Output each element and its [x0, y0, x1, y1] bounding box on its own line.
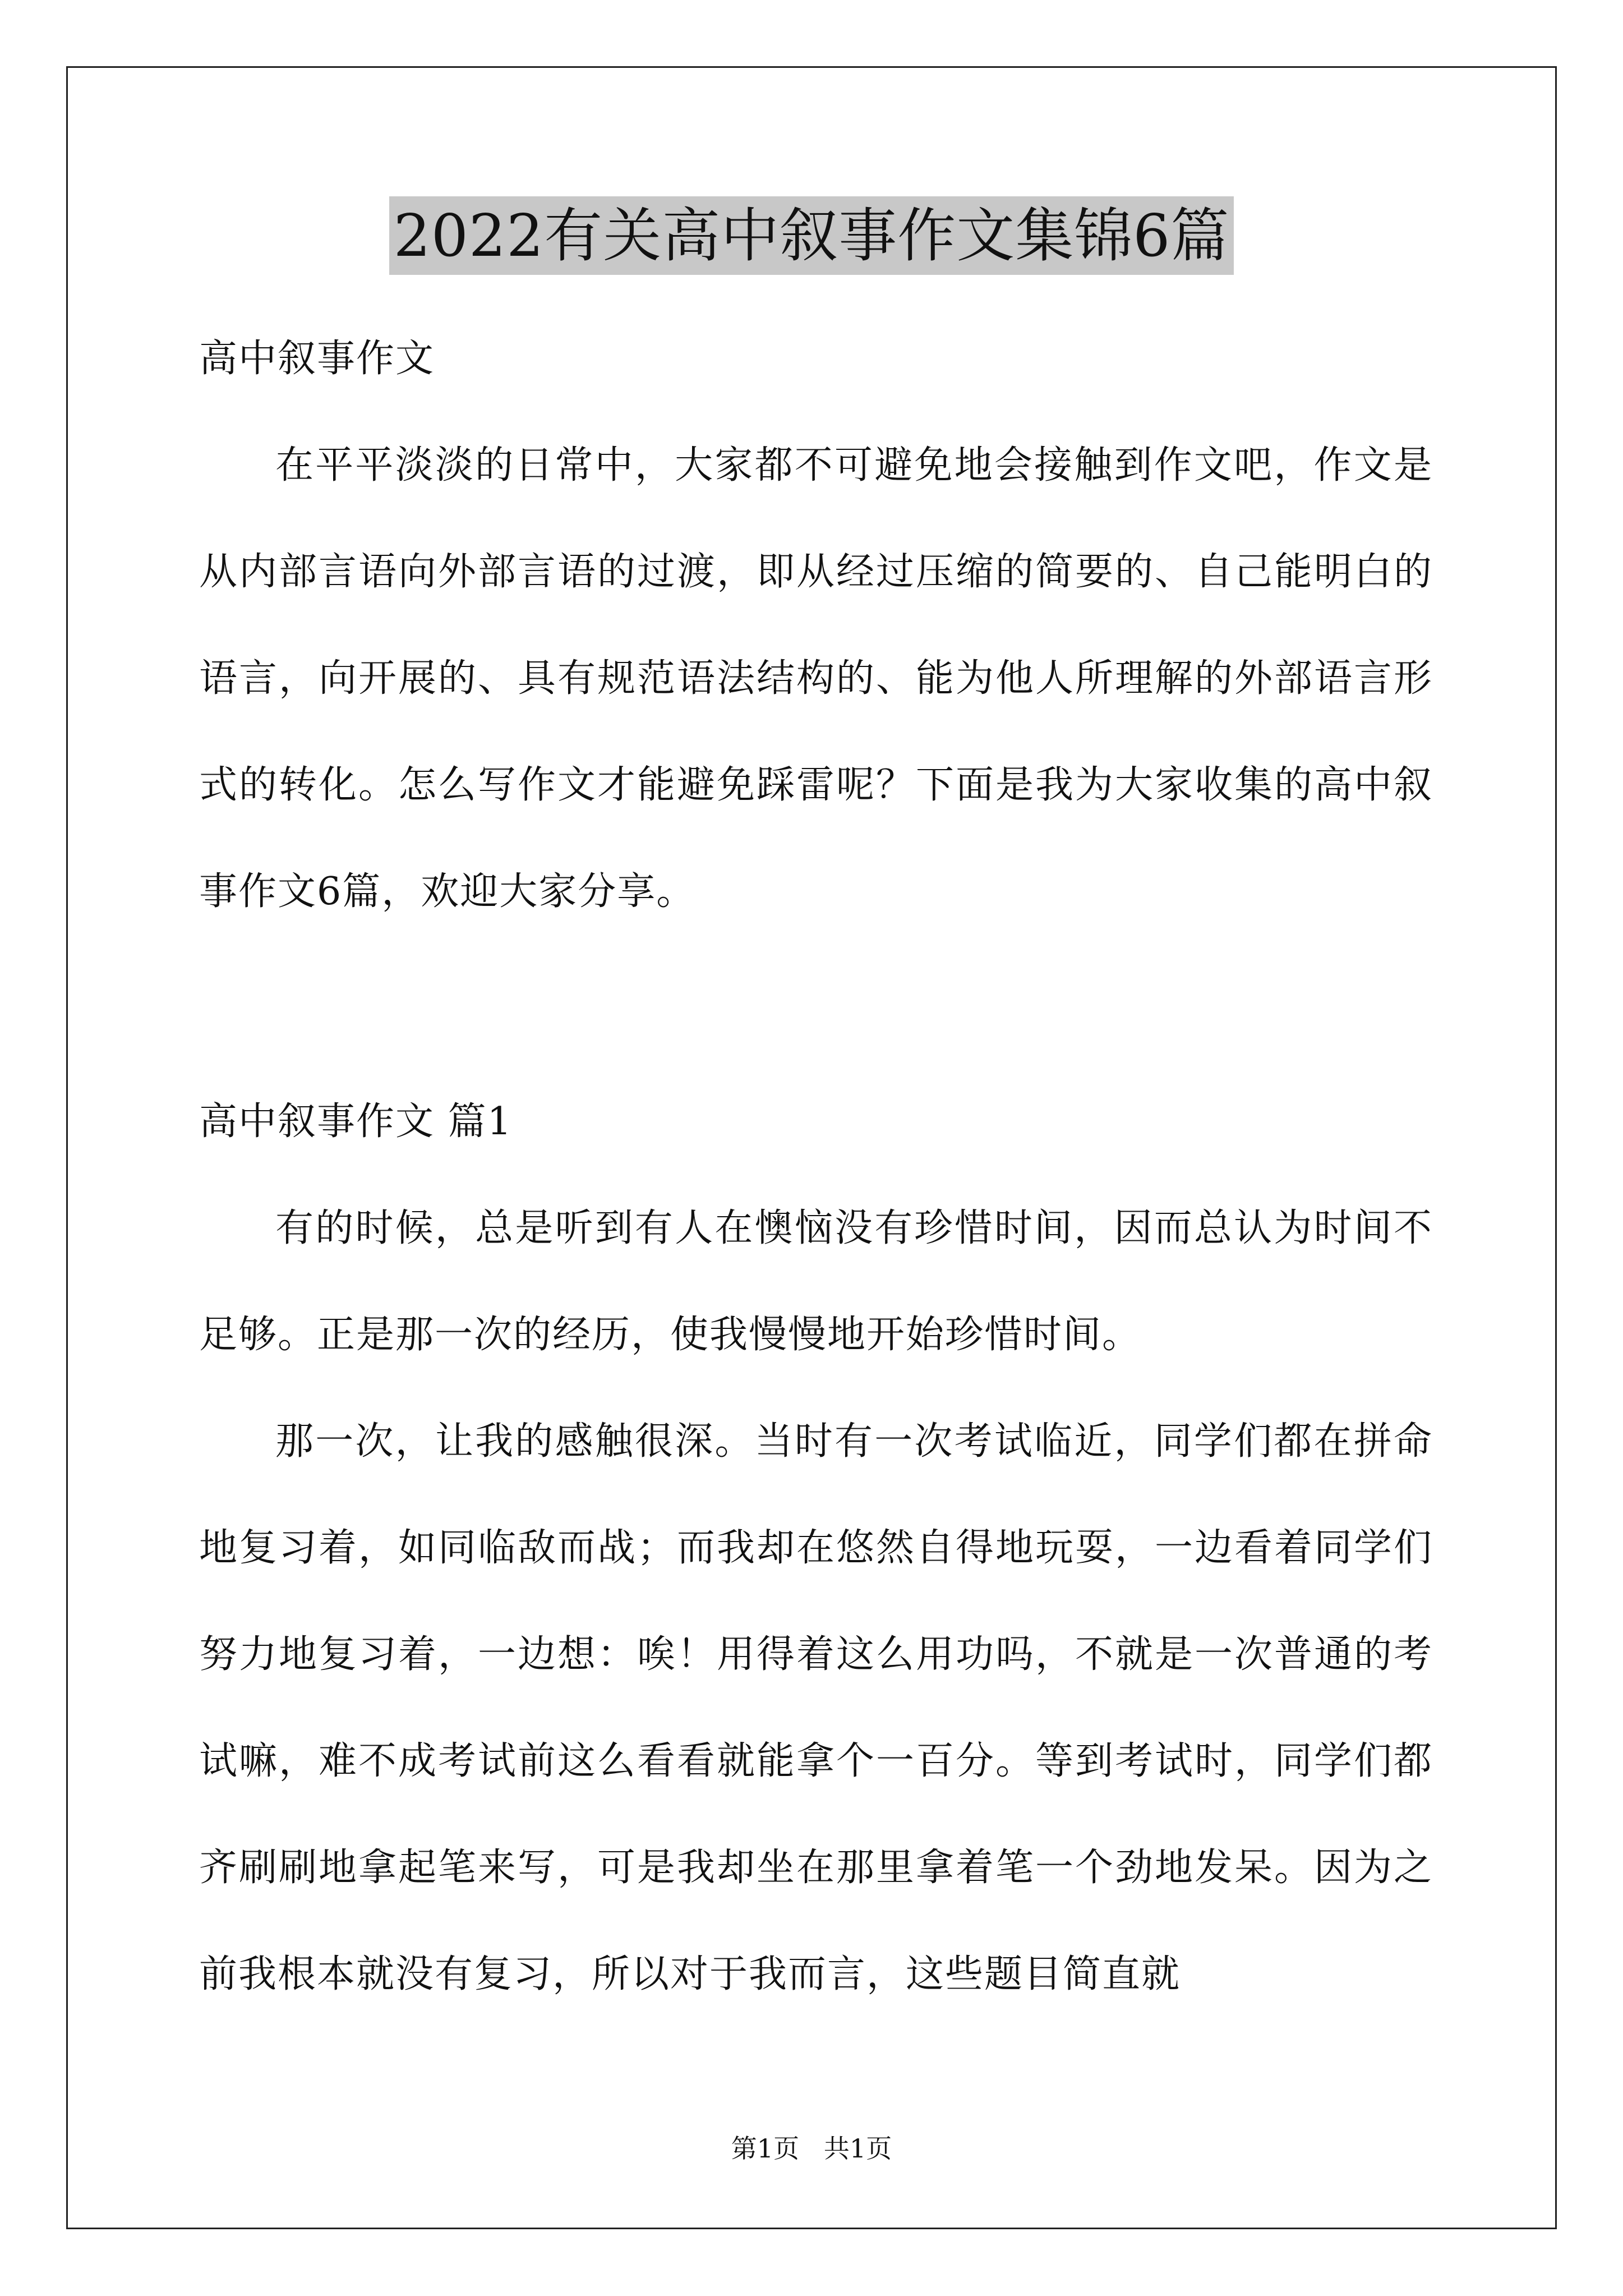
- intro-heading: 高中叙事作文: [199, 337, 435, 381]
- section-spacer: [199, 945, 1433, 1069]
- document-body: [199, 306, 1433, 2028]
- intro-paragraph: 在平平淡淡的日常中，大家都不可避免地会接触到作文吧，作文是从内部言语向外部言语的过渡，即从经过压缩的简要的、自己能明白的语言，向开展的、具有规范语法结构的、能为他人所理解的外部语言形式的转化。怎么写作文才能避免踩雷呢？下面是我为大家收集的高中叙事作文6篇，欢迎大家分享。: [199, 443, 1433, 914]
- body-paragraph-2: 那一次，让我的感触很深。当时有一次考试临近，同学们都在拼命地复习着，如同临敌而战；而我却在悠然自得地玩耍，一边看着同学们努力地复习着，一边想：唉！用得着这么用功吗，不就是一次普通的考试嘛，难不成考试前这么看看就能拿个一百分。等到考试时，同学们都齐刷刷地拿起笔来写，可是我却坐在那里拿着笔一个劲地发呆。因为之前我根本就没有复习，所以对于我而言，这些题目简直就: [199, 1419, 1433, 1996]
- page-footer: 第1页 共1页: [731, 2133, 892, 2164]
- document-title: 2022有关高中叙事作文集锦6篇: [389, 196, 1234, 275]
- section-heading: 高中叙事作文 篇1: [199, 1099, 513, 1144]
- title-container: [0, 196, 1623, 275]
- body-paragraph-1: 有的时候，总是听到有人在懊恼没有珍惜时间，因而总认为时间不足够。正是那一次的经历，使我慢慢地开始珍惜时间。: [199, 1206, 1433, 1357]
